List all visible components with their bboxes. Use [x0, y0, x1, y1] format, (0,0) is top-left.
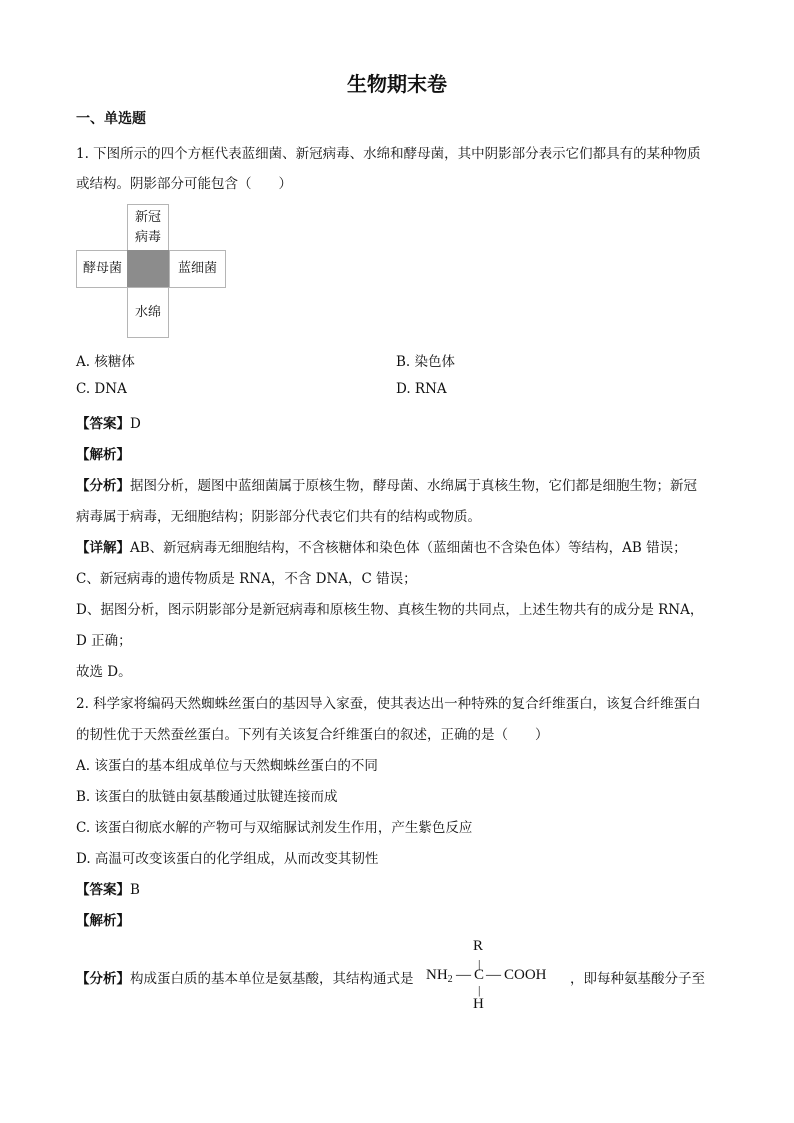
formula-carboxyl-group: COOH: [504, 967, 547, 983]
q2-answer: [76, 878, 140, 898]
formula-central-carbon: C: [474, 967, 485, 983]
q1-line-c: C、新冠病毒的遗传物质是 RNA，不含 DNA，C 错误；: [76, 571, 417, 587]
q1-option-c: C. DNA: [76, 381, 127, 397]
q1-option-a: A. 核糖体: [76, 354, 135, 370]
page-title: 生物期末卷: [347, 72, 447, 96]
q1-line-d2: D 正确；: [76, 633, 132, 649]
q2-stem-line1: 2. 科学家将编码天然蜘蛛丝蛋白的基因导入家蚕，使其表达出一种特殊的复合纤维蛋白，该复合纤维蛋白: [76, 696, 701, 712]
formula-subscript-2: 2: [447, 974, 453, 985]
answer-tag: 【答案】: [76, 882, 130, 898]
q1-option-b: B. 染色体: [396, 354, 456, 370]
section-heading: 一、单选题: [76, 111, 146, 127]
formula-bond-left: —: [456, 967, 471, 983]
fenxi-tag: 【分析】: [76, 971, 130, 987]
formula-hydrogen: H: [473, 996, 484, 1012]
q2-analysis-tag: 【解析】: [76, 913, 130, 929]
q2-stem-line2: 的韧性优于天然蚕丝蛋白。下列有关该复合纤维蛋白的叙述，正确的是（ ）: [76, 727, 549, 743]
q2-fenxi-after: ，即每种氨基酸分子至: [570, 971, 705, 987]
q1-conclusion: 故选 D。: [76, 664, 132, 680]
q1-fenxi-line2: 病毒属于病毒，无细胞结构；阴影部分代表它们共有的结构或物质。: [76, 509, 481, 525]
fenxi-text: 构成蛋白质的基本单位是氨基酸，其结构通式是: [130, 971, 414, 987]
answer-tag: 【答案】: [76, 416, 130, 432]
q1-option-d: D. RNA: [396, 381, 447, 397]
shaded-intersection: [127, 250, 169, 287]
answer-value: B: [130, 882, 140, 898]
q2-option-c: C. 该蛋白彻底水解的产物可与双缩脲试剂发生作用，产生紫色反应: [76, 820, 473, 836]
box-cyanobacteria: 蓝细菌: [169, 250, 226, 288]
fenxi-text: 据图分析，题图中蓝细菌属于原核生物，酵母菌、水绵属于真核生物，它们都是细胞生物；新冠: [130, 478, 697, 494]
formula-amino-group: [426, 967, 453, 985]
box-spirogyra: 水绵: [127, 287, 169, 338]
xiangjie-text: AB、新冠病毒无细胞结构，不含核糖体和染色体（蓝细菌也不含染色体）等结构，AB 错误；: [130, 540, 687, 556]
q1-stem-line1: 1. 下图所示的四个方框代表蓝细菌、新冠病毒、水绵和酵母菌，其中阴影部分表示它们都具有的某种物质: [76, 146, 701, 162]
q1-fenxi-line1: [76, 474, 697, 494]
xiangjie-tag: 【详解】: [76, 540, 130, 556]
q2-option-b: B. 该蛋白的肽链由氨基酸通过肽键连接而成: [76, 789, 338, 805]
q1-line-d1: D、据图分析，图示阴影部分是新冠病毒和原核生物、真核生物的共同点，上述生物共有的成分是 RNA，: [76, 602, 704, 618]
formula-r-group: R: [473, 938, 484, 954]
formula-bond-right: —: [486, 967, 501, 983]
fenxi-tag: 【分析】: [76, 478, 130, 494]
q2-fenxi-before: [76, 967, 414, 987]
q1-xiangjie-line1: [76, 536, 687, 556]
answer-value: D: [130, 416, 141, 432]
formula-bond-top: |: [478, 957, 481, 971]
formula-nh: NH: [426, 967, 448, 983]
q1-answer: [76, 412, 141, 432]
box-covid-virus: 新冠 病毒: [127, 204, 169, 252]
q2-option-a: A. 该蛋白的基本组成单位与天然蜘蛛丝蛋白的不同: [76, 758, 378, 774]
q1-stem-line2: 或结构。阴影部分可能包含（ ）: [76, 176, 292, 192]
q2-option-d: D. 高温可改变该蛋白的化学组成，从而改变其韧性: [76, 851, 379, 867]
q1-analysis-tag: 【解析】: [76, 447, 130, 463]
box-yeast: 酵母菌: [76, 250, 129, 288]
formula-bond-bottom: |: [478, 983, 481, 997]
amino-acid-structural-formula: [426, 938, 566, 1018]
